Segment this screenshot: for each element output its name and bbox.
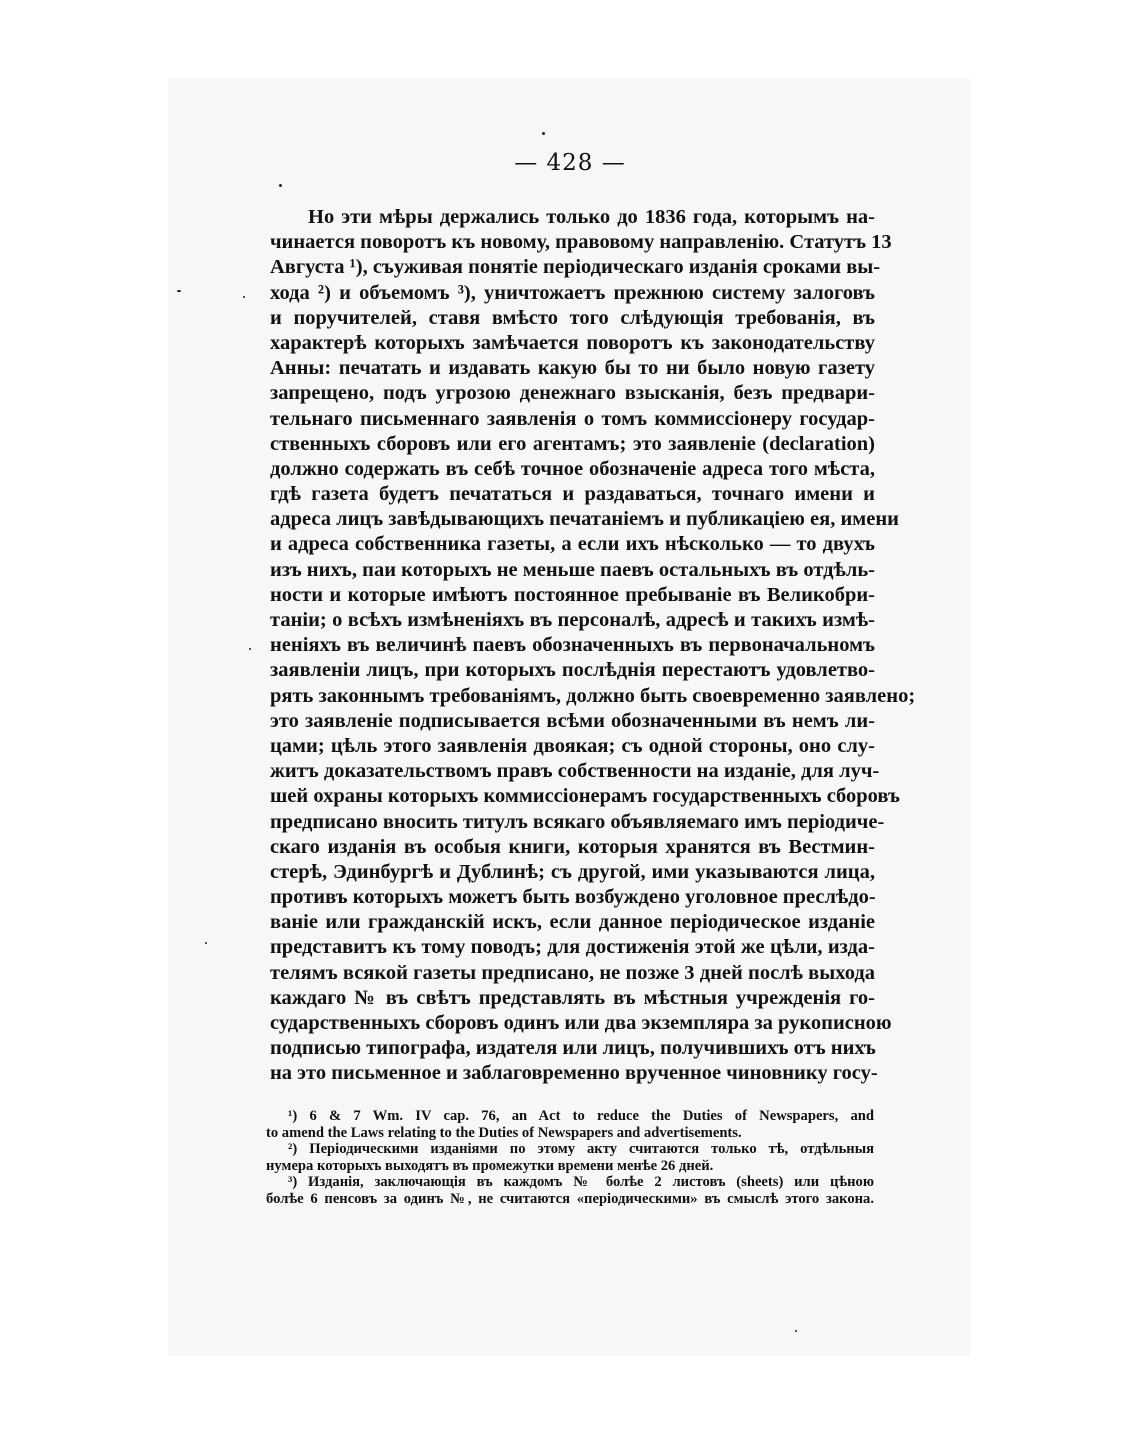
body-line: хода ²) и объемомъ ³), уничтожаетъ прежнюю систему залоговъ [270, 281, 875, 304]
body-text [270, 205, 916, 1087]
body-line: должно содержать въ себѣ точное обозначеніе адреса того мѣста, [270, 457, 875, 480]
body-line: представитъ къ тому поводъ; для достиженія этой же цѣли, изда- [270, 936, 875, 959]
body-line: предписано вносить титулъ всякаго объявляемаго имъ періодиче- [270, 810, 885, 833]
scan-speck [177, 290, 181, 292]
footnotes [266, 1108, 874, 1208]
page-number: — 428 — [514, 150, 626, 176]
footnote-line: ³) Изданія, заключающія въ каждомъ № болѣе 2 листовъ (sheets) или цѣною [288, 1174, 874, 1191]
scan-speck [279, 184, 282, 187]
body-line: ности и которые имѣютъ постоянное пребываніе въ Великобри- [270, 583, 875, 606]
body-line: телямъ всякой газеты предписано, не позже 3 дней послѣ выхода [270, 961, 875, 984]
body-line: подписью типографа, издателя или лицъ, получившихъ отъ нихъ [270, 1037, 876, 1060]
footnote-line: ²) Періодическими изданіями по этому акту считаются только тѣ, отдѣльныя [288, 1141, 874, 1158]
body-line: Но эти мѣры держались только до 1836 года, которымъ на- [308, 206, 875, 228]
body-line: это заявленіе подписывается всѣми обозначенными въ немъ ли- [270, 709, 875, 732]
body-line: каждаго № въ свѣтъ представлять въ мѣстныя учрежденія го- [270, 986, 875, 1009]
body-line: характерѣ которыхъ замѣчается поворотъ къ законодательству [270, 331, 875, 354]
body-line: ственныхъ сборовъ или его агентамъ; это заявленіе (declaration) [270, 432, 875, 455]
scan-speck [205, 942, 207, 944]
body-line: сударственныхъ сборовъ одинъ или два экземпляра за рукописною [270, 1012, 892, 1034]
body-line: Анны: печатать и издавать какую бы то ни было новую газету [270, 357, 875, 380]
footnote-line: ¹) 6 & 7 Wm. IV cap. 76, an Act to reduce the Duties of Newspapers, and [288, 1108, 874, 1124]
body-line: на это письменное и заблаговременно врученное чиновнику госу- [270, 1062, 878, 1085]
body-line: скаго изданія въ особыя книги, которыя хранятся въ Вестмин- [270, 835, 875, 858]
footnote-line: нумера которыхъ выходятъ въ промежутки времени менѣе 26 дней. [266, 1157, 714, 1174]
body-line: заявленіи лицъ, при которыхъ послѣднія перестаютъ удовлетво- [270, 659, 875, 682]
body-line: таніи; о всѣхъ измѣненіяхъ въ персоналѣ, адресѣ и такихъ измѣ- [270, 609, 875, 631]
body-line: запрещено, подъ угрозою денежнаго взысканія, безъ предвари- [270, 382, 875, 405]
body-line: житъ доказательствомъ правъ собственности на изданіе, для луч- [270, 760, 880, 783]
scan-speck [542, 132, 545, 135]
body-line: адреса лицъ завѣдывающихъ печатаніемъ и публикаціею ея, имени [270, 508, 899, 531]
body-line: изъ нихъ, паи которыхъ не меньше паевъ остальныхъ въ отдѣль- [270, 558, 875, 581]
body-line: неніяхъ въ величинѣ паевъ обозначенныхъ въ первоначальномъ [270, 634, 875, 657]
body-line: и адреса собственника газеты, а если ихъ нѣсколько — то двухъ [270, 533, 875, 556]
body-line: гдѣ газета будетъ печататься и раздаваться, точнаго имени и [270, 483, 875, 506]
body-line: тельнаго письменнаго заявленія о томъ коммиссіонеру государ- [270, 407, 875, 430]
body-line: чинается поворотъ къ новому, правовому направленію. Статутъ 13 [270, 231, 892, 254]
body-line: цами; цѣль этого заявленія двоякая; съ одной стороны, оно слу- [270, 734, 875, 757]
body-line: ваніе или гражданскій искъ, если данное періодическое изданіе [270, 911, 875, 934]
body-line: стерѣ, Эдинбургѣ и Дублинѣ; съ другой, ими указываются лица, [270, 860, 875, 883]
scan-speck [243, 296, 245, 298]
body-line: Августа ¹), съуживая понятіе періодическаго изданія сроками вы- [270, 256, 881, 279]
body-line: противъ которыхъ можетъ быть возбуждено уголовное преслѣдо- [270, 886, 876, 909]
footnote-line: болѣе 6 пенсовъ за одинъ №, не считаются «періодическими» въ смыслѣ этого закона. [266, 1190, 874, 1207]
scan-speck [249, 648, 251, 650]
scan-speck [795, 1330, 797, 1332]
body-line: шей охраны которыхъ коммиссіонерамъ государственныхъ сборовъ [270, 785, 900, 808]
footnote-line: to amend the Laws relating to the Duties of Newspapers and advertisements. [266, 1124, 742, 1141]
body-line: и поручителей, ставя вмѣсто того слѣдующія требованія, въ [270, 306, 875, 329]
body-line: рять законнымъ требованіямъ, должно быть своевременно заявлено; [270, 684, 916, 707]
